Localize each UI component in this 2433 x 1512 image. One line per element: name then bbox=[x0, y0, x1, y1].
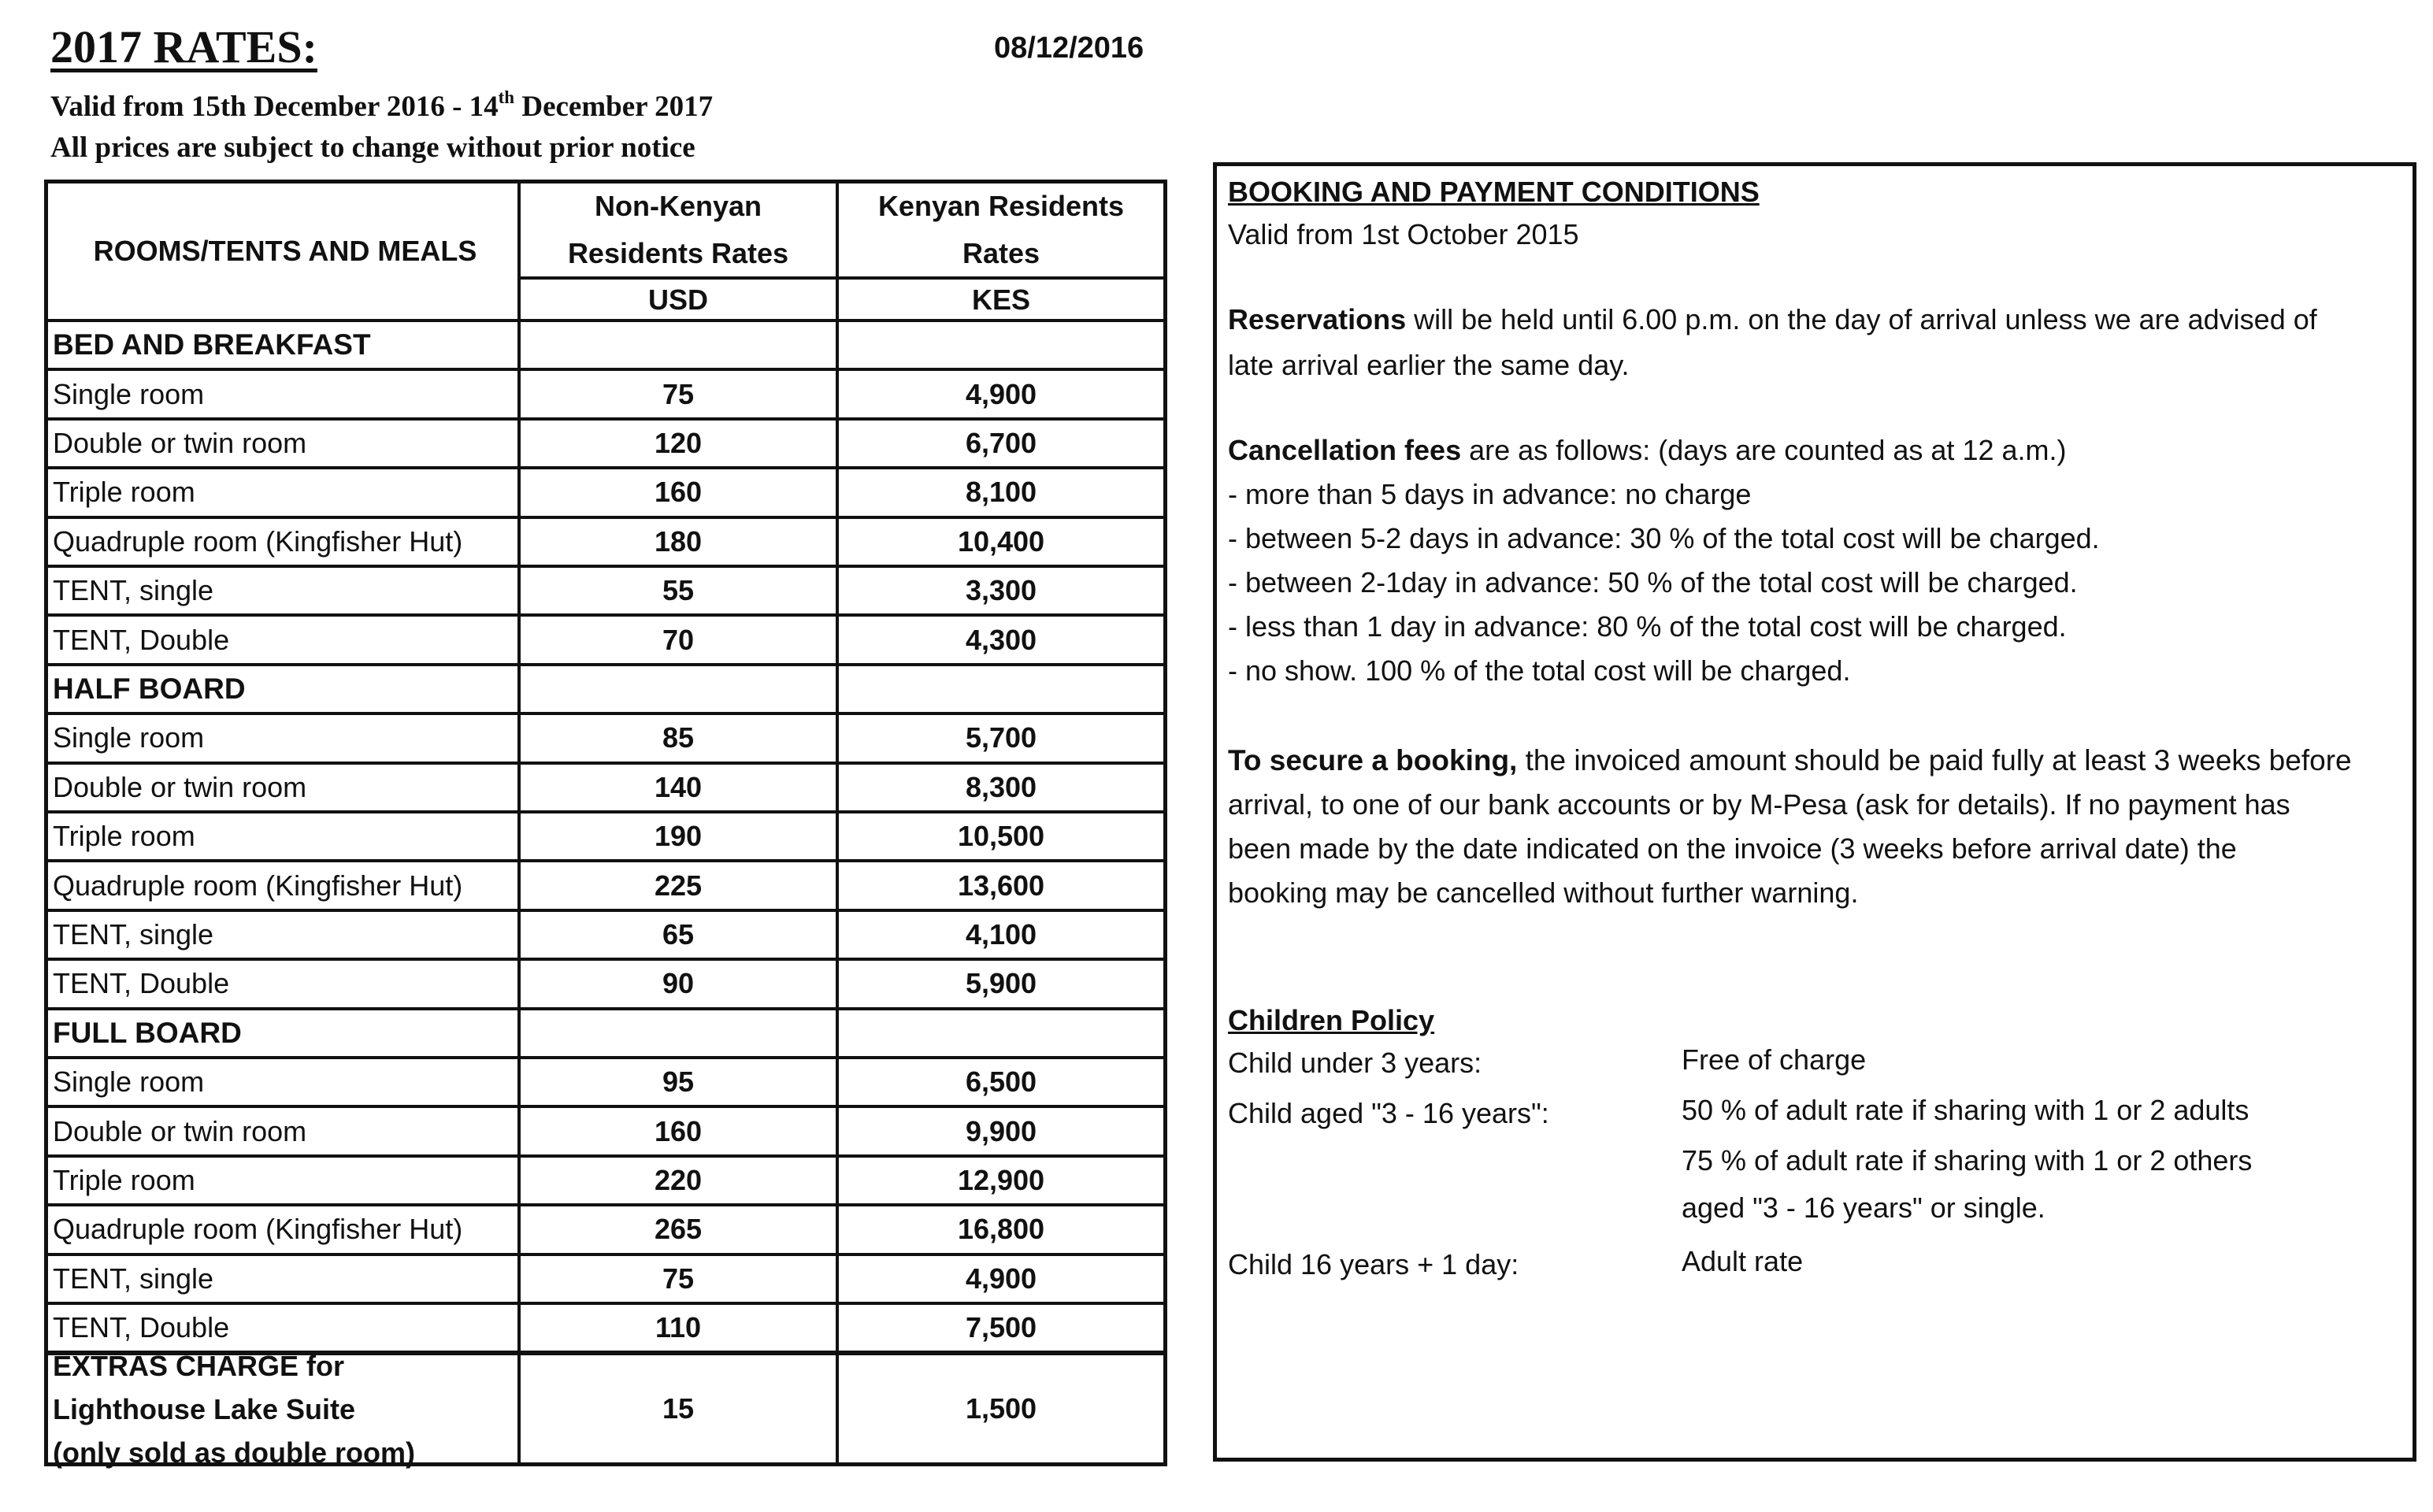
child-under-3-label: Child under 3 years: bbox=[1228, 1047, 1482, 1079]
section-header-row bbox=[48, 319, 1163, 368]
kes-rate: 13,600 bbox=[957, 869, 1045, 902]
child-16-plus-value: Adult rate bbox=[1682, 1245, 1804, 1277]
kes-rate: 4,300 bbox=[965, 623, 1037, 656]
extras-row bbox=[48, 1349, 1163, 1469]
room-type: TENT, single bbox=[53, 574, 214, 607]
cancellation-item: - between 2-1day in advance: 50 % of the total cost will be charged. bbox=[1228, 566, 2078, 598]
extras-label-line3: (only sold as double room) bbox=[53, 1436, 416, 1469]
room-type: TENT, Double bbox=[53, 1311, 230, 1344]
usd-rate: 225 bbox=[654, 869, 703, 902]
kes-rate: 5,900 bbox=[965, 967, 1037, 1000]
kes-rate: 10,400 bbox=[957, 524, 1045, 558]
col-header-rooms: ROOMS/TENTS AND MEALS bbox=[93, 235, 477, 267]
usd-rate: 75 bbox=[662, 377, 695, 410]
rate-row bbox=[48, 466, 1163, 515]
column-divider-2 bbox=[836, 183, 839, 1462]
children-policy-heading: Children Policy bbox=[1228, 1004, 1435, 1036]
validity-superscript: th bbox=[498, 87, 515, 107]
rates-table bbox=[44, 180, 1167, 1469]
extras-label bbox=[53, 1349, 517, 1469]
room-type: Double or twin room bbox=[53, 1114, 307, 1147]
reservations-line bbox=[1228, 303, 2317, 336]
extras-label-line2: Lighthouse Lake Suite bbox=[53, 1392, 356, 1425]
cancellation-item: - no show. 100 % of the total cost will be charged. bbox=[1228, 654, 1851, 687]
kes-rate: 5,700 bbox=[965, 721, 1037, 754]
col-header-non-kenyan bbox=[521, 183, 836, 276]
room-type: Triple room bbox=[53, 820, 195, 853]
usd-rate: 55 bbox=[662, 574, 695, 607]
usd-rate: 75 bbox=[662, 1262, 695, 1295]
kes-rate: 3,300 bbox=[965, 574, 1037, 607]
conditions-valid-from: Valid from 1st October 2015 bbox=[1228, 218, 1579, 250]
usd-rate: 110 bbox=[655, 1311, 702, 1344]
usd-rate: 160 bbox=[654, 476, 703, 509]
secure-booking-text: the invoiced amount should be paid fully at least 3 weeks before bbox=[1517, 744, 2352, 776]
kes-rate: 4,900 bbox=[965, 1262, 1037, 1295]
room-type: TENT, single bbox=[53, 1262, 214, 1295]
rate-row bbox=[48, 909, 1163, 958]
room-type: TENT, single bbox=[53, 917, 214, 951]
kes-rate bbox=[839, 1010, 1163, 1056]
child-3-16-value: 75 % of adult rate if sharing with 1 or 2 others bbox=[1682, 1144, 2253, 1177]
usd-rate: 190 bbox=[654, 820, 703, 853]
usd-rate bbox=[521, 1010, 836, 1056]
kes-rate: 16,800 bbox=[957, 1213, 1045, 1246]
kes-rate: 8,300 bbox=[965, 770, 1037, 803]
document-date: 08/12/2016 bbox=[994, 32, 1144, 65]
rate-row bbox=[48, 613, 1163, 662]
col-header-non-kenyan-line1: Non-Kenyan bbox=[594, 190, 762, 222]
rate-row bbox=[48, 958, 1163, 1006]
reservations-label: Reservations bbox=[1228, 303, 1407, 335]
price-notice: All prices are subject to change without prior notice bbox=[50, 132, 695, 164]
rate-row bbox=[48, 368, 1163, 417]
cancellation-text: are as follows: (days are counted as at 12 a.m.) bbox=[1461, 434, 2067, 466]
secure-booking-line-3: been made by the date indicated on the invoice (3 weeks before arrival date) the bbox=[1228, 832, 2237, 865]
rate-row bbox=[48, 417, 1163, 466]
room-type: Single room bbox=[53, 377, 205, 410]
usd-rate: 85 bbox=[662, 721, 695, 754]
usd-rate: 265 bbox=[654, 1213, 703, 1246]
extras-usd-rate: 15 bbox=[662, 1392, 695, 1425]
room-type: Single room bbox=[53, 721, 205, 754]
kes-rate: 9,900 bbox=[965, 1114, 1037, 1147]
col-header-kenyan bbox=[839, 183, 1163, 276]
col-header-non-kenyan-line2: Residents Rates bbox=[567, 237, 789, 269]
kes-rate: 6,500 bbox=[965, 1065, 1037, 1099]
validity-prefix: Valid from 15th December 2016 - 14 bbox=[50, 91, 499, 123]
child-3-16-value: aged "3 - 16 years" or single. bbox=[1682, 1191, 2045, 1224]
cancellation-item: - more than 5 days in advance: no charge bbox=[1228, 478, 1752, 510]
child-16-plus-label: Child 16 years + 1 day: bbox=[1228, 1248, 1519, 1280]
reservations-text: will be held until 6.00 p.m. on the day of arrival unless we are advised of bbox=[1406, 303, 2317, 335]
cancellation-item: - less than 1 day in advance: 80 % of the total cost will be charged. bbox=[1228, 610, 2067, 643]
extras-kes-rate: 1,500 bbox=[965, 1392, 1037, 1425]
rate-row bbox=[48, 1056, 1163, 1105]
kes-rate bbox=[839, 666, 1163, 712]
room-type: Double or twin room bbox=[53, 770, 307, 803]
usd-rate: 120 bbox=[654, 426, 703, 459]
extras-label-line1: EXTRAS CHARGE for bbox=[53, 1349, 345, 1382]
usd-rate: 180 bbox=[654, 524, 703, 558]
rate-row bbox=[48, 1253, 1163, 1302]
usd-rate: 90 bbox=[662, 967, 695, 1000]
rate-row bbox=[48, 516, 1163, 565]
room-type: Quadruple room (Kingfisher Hut) bbox=[53, 1213, 463, 1246]
validity-line bbox=[50, 87, 714, 124]
room-type: Double or twin room bbox=[53, 426, 307, 459]
room-type: Quadruple room (Kingfisher Hut) bbox=[53, 524, 463, 558]
rate-row bbox=[48, 762, 1163, 810]
section-header-row bbox=[48, 663, 1163, 712]
cancellation-line bbox=[1228, 434, 2066, 467]
reservations-line-2: late arrival earlier the same day. bbox=[1228, 349, 1630, 381]
section-label: FULL BOARD bbox=[53, 1016, 242, 1049]
kes-rate: 4,900 bbox=[965, 377, 1037, 410]
rate-row bbox=[48, 859, 1163, 908]
secure-booking-line-4: booking may be cancelled without further warning. bbox=[1228, 876, 1859, 909]
kes-rate: 4,100 bbox=[965, 917, 1037, 951]
kes-rate: 12,900 bbox=[957, 1163, 1045, 1196]
rate-row bbox=[48, 712, 1163, 761]
column-divider-1 bbox=[517, 183, 521, 1462]
usd-rate: 70 bbox=[662, 623, 695, 656]
room-type: TENT, Double bbox=[53, 623, 230, 656]
rate-row bbox=[48, 1203, 1163, 1252]
rate-row bbox=[48, 1154, 1163, 1203]
child-3-16-label: Child aged "3 - 16 years": bbox=[1228, 1097, 1549, 1129]
cancellation-item: - between 5-2 days in advance: 30 % of the total cost will be charged. bbox=[1228, 522, 2100, 554]
room-type: Single room bbox=[53, 1065, 205, 1099]
secure-booking-label: To secure a booking, bbox=[1228, 744, 1518, 776]
secure-booking-line-2: arrival, to one of our bank accounts or by M-Pesa (ask for details). If no payment has bbox=[1228, 788, 2290, 821]
rate-row bbox=[48, 1105, 1163, 1154]
rate-row bbox=[48, 565, 1163, 613]
validity-suffix: December 2017 bbox=[514, 91, 714, 123]
currency-kes: KES bbox=[971, 284, 1031, 316]
room-type: Quadruple room (Kingfisher Hut) bbox=[53, 869, 463, 902]
kes-rate: 6,700 bbox=[965, 426, 1037, 459]
secure-booking-line bbox=[1228, 744, 2352, 777]
currency-usd: USD bbox=[647, 284, 708, 316]
room-type: TENT, Double bbox=[53, 967, 230, 1000]
kes-rate bbox=[839, 322, 1163, 368]
conditions-heading: BOOKING AND PAYMENT CONDITIONS bbox=[1228, 176, 1760, 208]
child-under-3-value: Free of charge bbox=[1682, 1043, 1867, 1076]
child-3-16-value: 50 % of adult rate if sharing with 1 or 2 adults bbox=[1682, 1094, 2249, 1126]
usd-rate: 160 bbox=[654, 1114, 703, 1147]
usd-rate bbox=[521, 666, 836, 712]
usd-rate: 95 bbox=[662, 1065, 695, 1099]
kes-rate: 8,100 bbox=[965, 476, 1037, 509]
col-header-kenyan-line2: Rates bbox=[962, 237, 1040, 269]
col-header-kenyan-line1: Kenyan Residents bbox=[877, 190, 1125, 222]
booking-conditions-box bbox=[1213, 162, 2416, 1462]
section-label: HALF BOARD bbox=[53, 672, 246, 705]
usd-rate: 220 bbox=[654, 1163, 703, 1196]
room-type: Triple room bbox=[53, 1163, 195, 1196]
room-type: Triple room bbox=[53, 476, 195, 509]
rate-row bbox=[48, 810, 1163, 859]
section-header-row bbox=[48, 1007, 1163, 1056]
section-label: BED AND BREAKFAST bbox=[53, 328, 371, 361]
page-title: 2017 RATES: bbox=[50, 21, 317, 72]
usd-rate bbox=[521, 322, 836, 368]
usd-rate: 65 bbox=[662, 917, 695, 951]
kes-rate: 7,500 bbox=[965, 1311, 1037, 1344]
cancellation-label: Cancellation fees bbox=[1228, 434, 1462, 466]
kes-rate: 10,500 bbox=[957, 820, 1045, 853]
usd-rate: 140 bbox=[654, 770, 703, 803]
